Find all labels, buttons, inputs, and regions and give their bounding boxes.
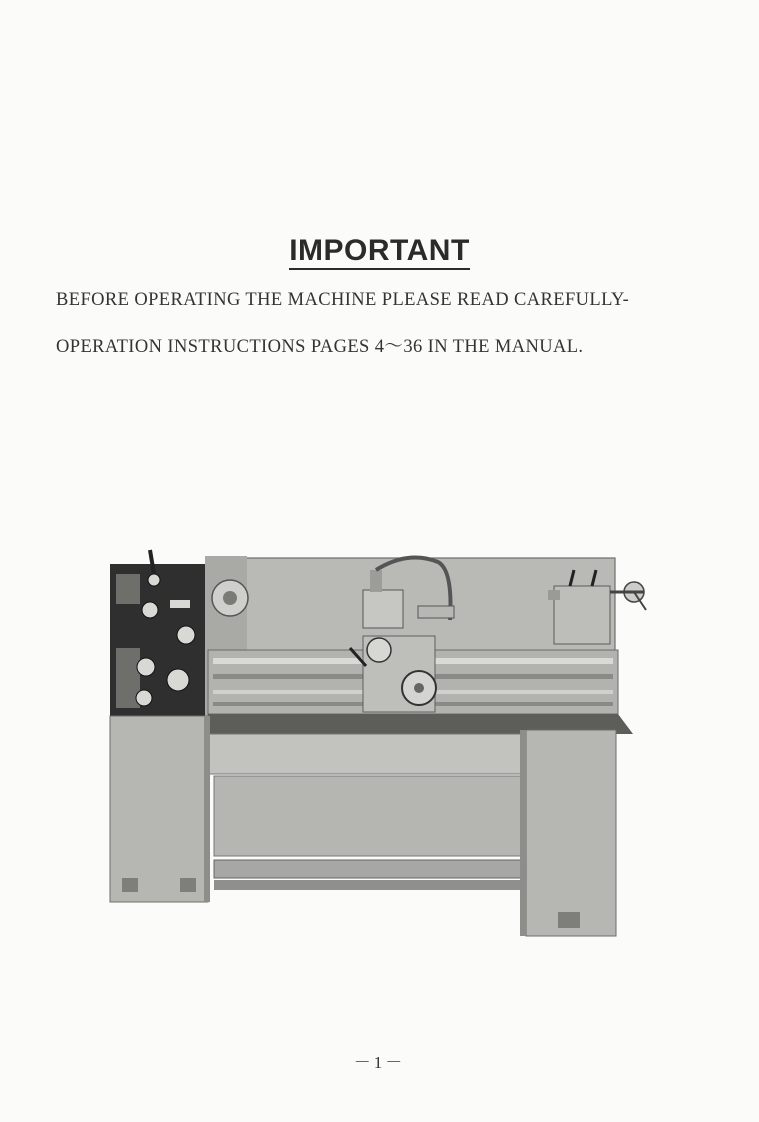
front-panel [214, 776, 526, 856]
instruction-line-1: BEFORE OPERATING THE MACHINE PLEASE READ CAREFULLY- [56, 290, 630, 310]
tailstock [554, 586, 610, 644]
important-heading [0, 234, 759, 268]
right-cabinet [526, 730, 616, 936]
foot-rail [214, 860, 526, 878]
page-number: －1－ [353, 1053, 406, 1072]
lathe-machine-photo-icon [108, 540, 648, 940]
instruction-line-2: OPERATION INSTRUCTIONS PAGES 4～36 IN THE MANUAL. [56, 337, 584, 357]
important-heading-text: IMPORTANT [289, 234, 470, 270]
center-apron [208, 734, 526, 774]
left-cabinet [110, 716, 208, 902]
tool-post [363, 590, 403, 628]
